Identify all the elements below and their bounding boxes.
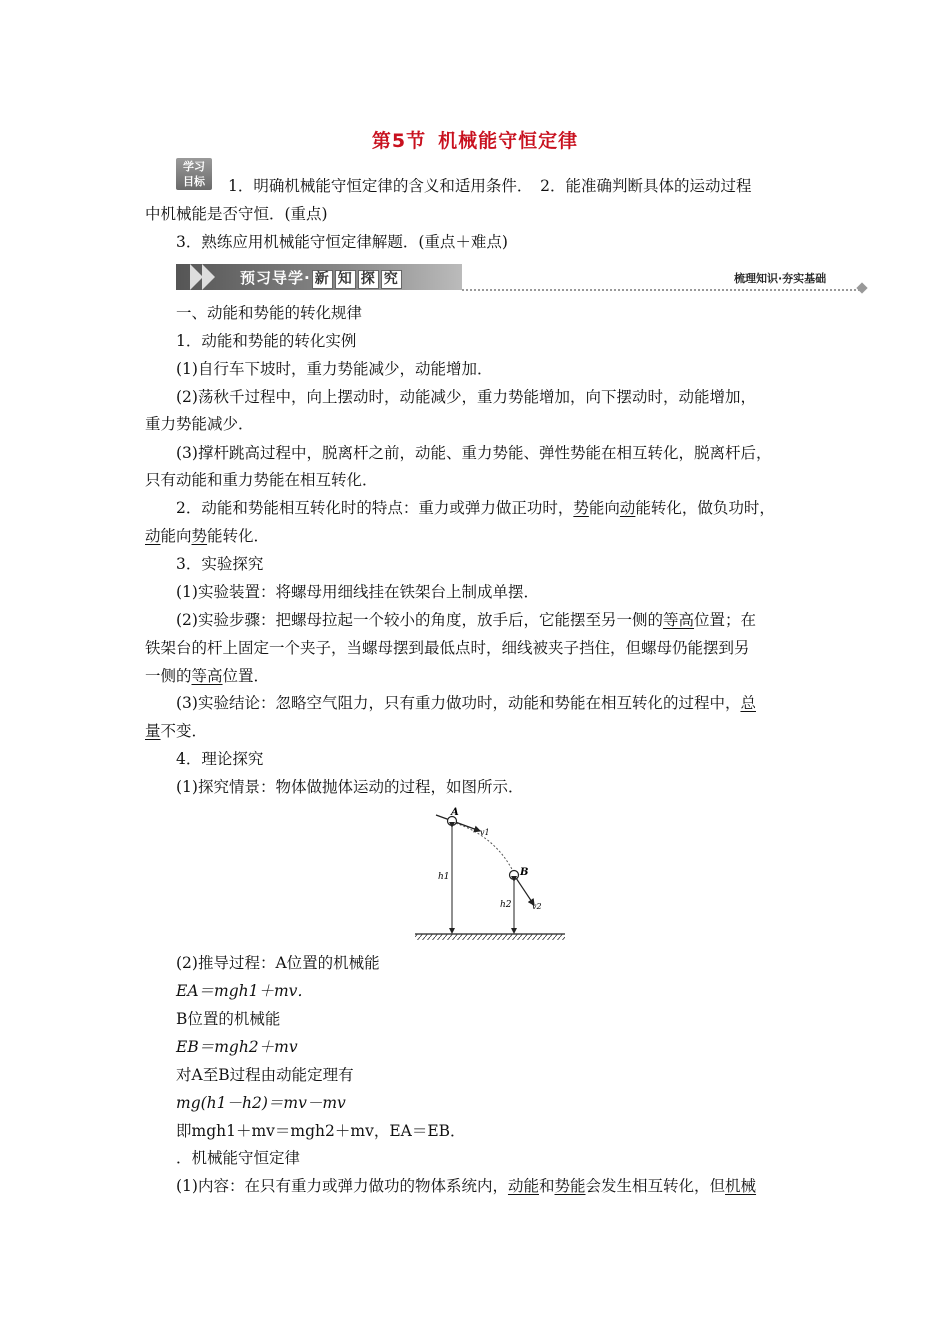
banner-prefix: 预习导学· xyxy=(240,269,311,287)
projectile-figure xyxy=(410,805,570,943)
blank-answer: 势 xyxy=(573,499,589,517)
chevron-icon xyxy=(202,264,215,290)
blank-answer: 等高 xyxy=(662,611,694,629)
text: (1)内容：在只有重力或弹力做功的物体系统内， xyxy=(176,1177,508,1195)
s2-1-l1 xyxy=(176,1176,756,1196)
section-banner xyxy=(176,264,462,290)
blank-answer: 势 xyxy=(191,527,208,545)
label-a: A xyxy=(451,807,459,818)
objective-line-2: 中机械能是否守恒．(重点) xyxy=(145,205,328,223)
banner-box: 究 xyxy=(381,270,402,289)
blank-answer: 动能 xyxy=(507,1177,539,1195)
text: 位置；在 xyxy=(693,611,756,629)
badge-line-2: 目标 xyxy=(183,175,205,188)
text: (3)实验结论：忽略空气阻力，只有重力做功时，动能和势能在相互转化的过程中， xyxy=(176,694,741,712)
banner-box: 知 xyxy=(335,270,356,289)
s1-3c-l1 xyxy=(176,693,756,713)
text: 2．动能和势能相互转化时的特点：重力或弹力做正功时， xyxy=(176,499,574,517)
text: 和 xyxy=(538,1177,555,1195)
objective-line-1: 1．明确机械能守恒定律的含义和适用条件． 2．能准确判断具体的运动过程 xyxy=(228,177,752,195)
badge-line-1: 学习 xyxy=(183,160,205,173)
label-h1: h1 xyxy=(438,872,450,882)
s1-2-l1 xyxy=(176,498,775,518)
equation-result: 即mgh1＋mv＝mgh2＋mv，EA＝EB． xyxy=(176,1122,466,1140)
banner-box: 探 xyxy=(358,270,379,289)
velocity-v2-arrow xyxy=(514,875,534,905)
text: 能向 xyxy=(588,499,620,517)
equation-label-b: B位置的机械能 xyxy=(176,1010,281,1028)
objectives-badge xyxy=(176,158,212,190)
s1-2-l2 xyxy=(145,526,269,546)
s1-3c-l2 xyxy=(145,721,207,741)
s1-1c-l1: (3)撑杆跳高过程中，脱离杆之前，动能、重力势能、弹性势能在相互转化，脱离杆后， xyxy=(176,444,772,462)
blank-answer: 机械 xyxy=(725,1177,757,1195)
label-v1: v1 xyxy=(480,828,490,837)
s1-1b-l1: (2)荡秋千过程中，向上摆动时，动能减少，重力势能增加，向下摆动时，动能增加， xyxy=(176,388,756,406)
s1-1c-l2: 只有动能和重力势能在相互转化． xyxy=(145,471,378,489)
s1-4: 4．理论探究 xyxy=(176,750,264,768)
text: 不变． xyxy=(160,722,208,740)
label-h2: h2 xyxy=(500,900,512,910)
s2-title: ．机械能守恒定律 xyxy=(176,1149,301,1167)
objective-line-3: 3．熟练应用机械能守恒定律解题．(重点＋难点) xyxy=(176,233,508,251)
equation-intro: 对A至B过程由动能定理有 xyxy=(176,1066,354,1084)
text: 能向 xyxy=(160,527,192,545)
s1-title: 一、动能和势能的转化规律 xyxy=(176,304,363,322)
ground-hatch xyxy=(415,934,565,940)
s1-4a: (1)探究情景：物体做抛体运动的过程，如图所示． xyxy=(176,778,524,796)
s1-1b-l2: 重力势能减少． xyxy=(145,415,254,433)
section-number: 第5节 xyxy=(371,130,427,152)
s1-3b-l1 xyxy=(176,610,756,630)
blank-answer: 等高 xyxy=(191,667,223,685)
s1-1: 1．动能和势能的转化实例 xyxy=(176,332,357,350)
blank-answer: 总 xyxy=(740,694,756,712)
s1-3: 3．实验探究 xyxy=(176,555,264,573)
label-b: B xyxy=(520,867,529,878)
blank-answer: 动 xyxy=(619,499,636,517)
diamond-icon xyxy=(856,282,867,293)
blank-answer: 动 xyxy=(145,527,161,545)
s1-3b-l3 xyxy=(145,666,269,686)
s1-1a: (1)自行车下坡时，重力势能减少，动能增加． xyxy=(176,360,493,378)
text: 能转化，做负功时， xyxy=(635,499,775,517)
banner-subtitle: 梳理知识·夯实基础 xyxy=(734,272,827,285)
text: 位置． xyxy=(222,667,270,685)
text: 一侧的 xyxy=(145,667,192,685)
s1-3b-l2: 铁架台的杆上固定一个夹子，当螺母摆到最低点时，细线被夹子挡住，但螺母仍能摆到另 xyxy=(145,639,750,657)
text: 能转化． xyxy=(207,527,270,545)
equation-eb: EB＝mgh2＋mv xyxy=(176,1038,298,1056)
text: 会发生相互转化，但 xyxy=(585,1177,726,1195)
ball-b xyxy=(510,871,519,880)
label-v2: v2 xyxy=(532,902,542,911)
equation-work: mg(h1－h2)＝mv－mv xyxy=(176,1094,346,1112)
equation-ea: EA＝mgh1＋mv． xyxy=(176,982,313,1000)
blank-answer: 量 xyxy=(145,722,161,740)
banner-title xyxy=(240,267,403,289)
s1-4b: (2)推导过程：A位置的机械能 xyxy=(176,954,380,972)
s1-3a: (1)实验装置：将螺母用细线挂在铁架台上制成单摆． xyxy=(176,583,539,601)
blank-answer: 势能 xyxy=(554,1177,586,1195)
banner-dotted-rule xyxy=(462,289,860,291)
text: (2)实验步骤：把螺母拉起一个较小的角度，放手后，它能摆至另一侧的 xyxy=(176,611,663,629)
page-title xyxy=(0,126,950,153)
section-title: 机械能守恒定律 xyxy=(438,130,579,152)
banner-box: 新 xyxy=(312,270,333,289)
